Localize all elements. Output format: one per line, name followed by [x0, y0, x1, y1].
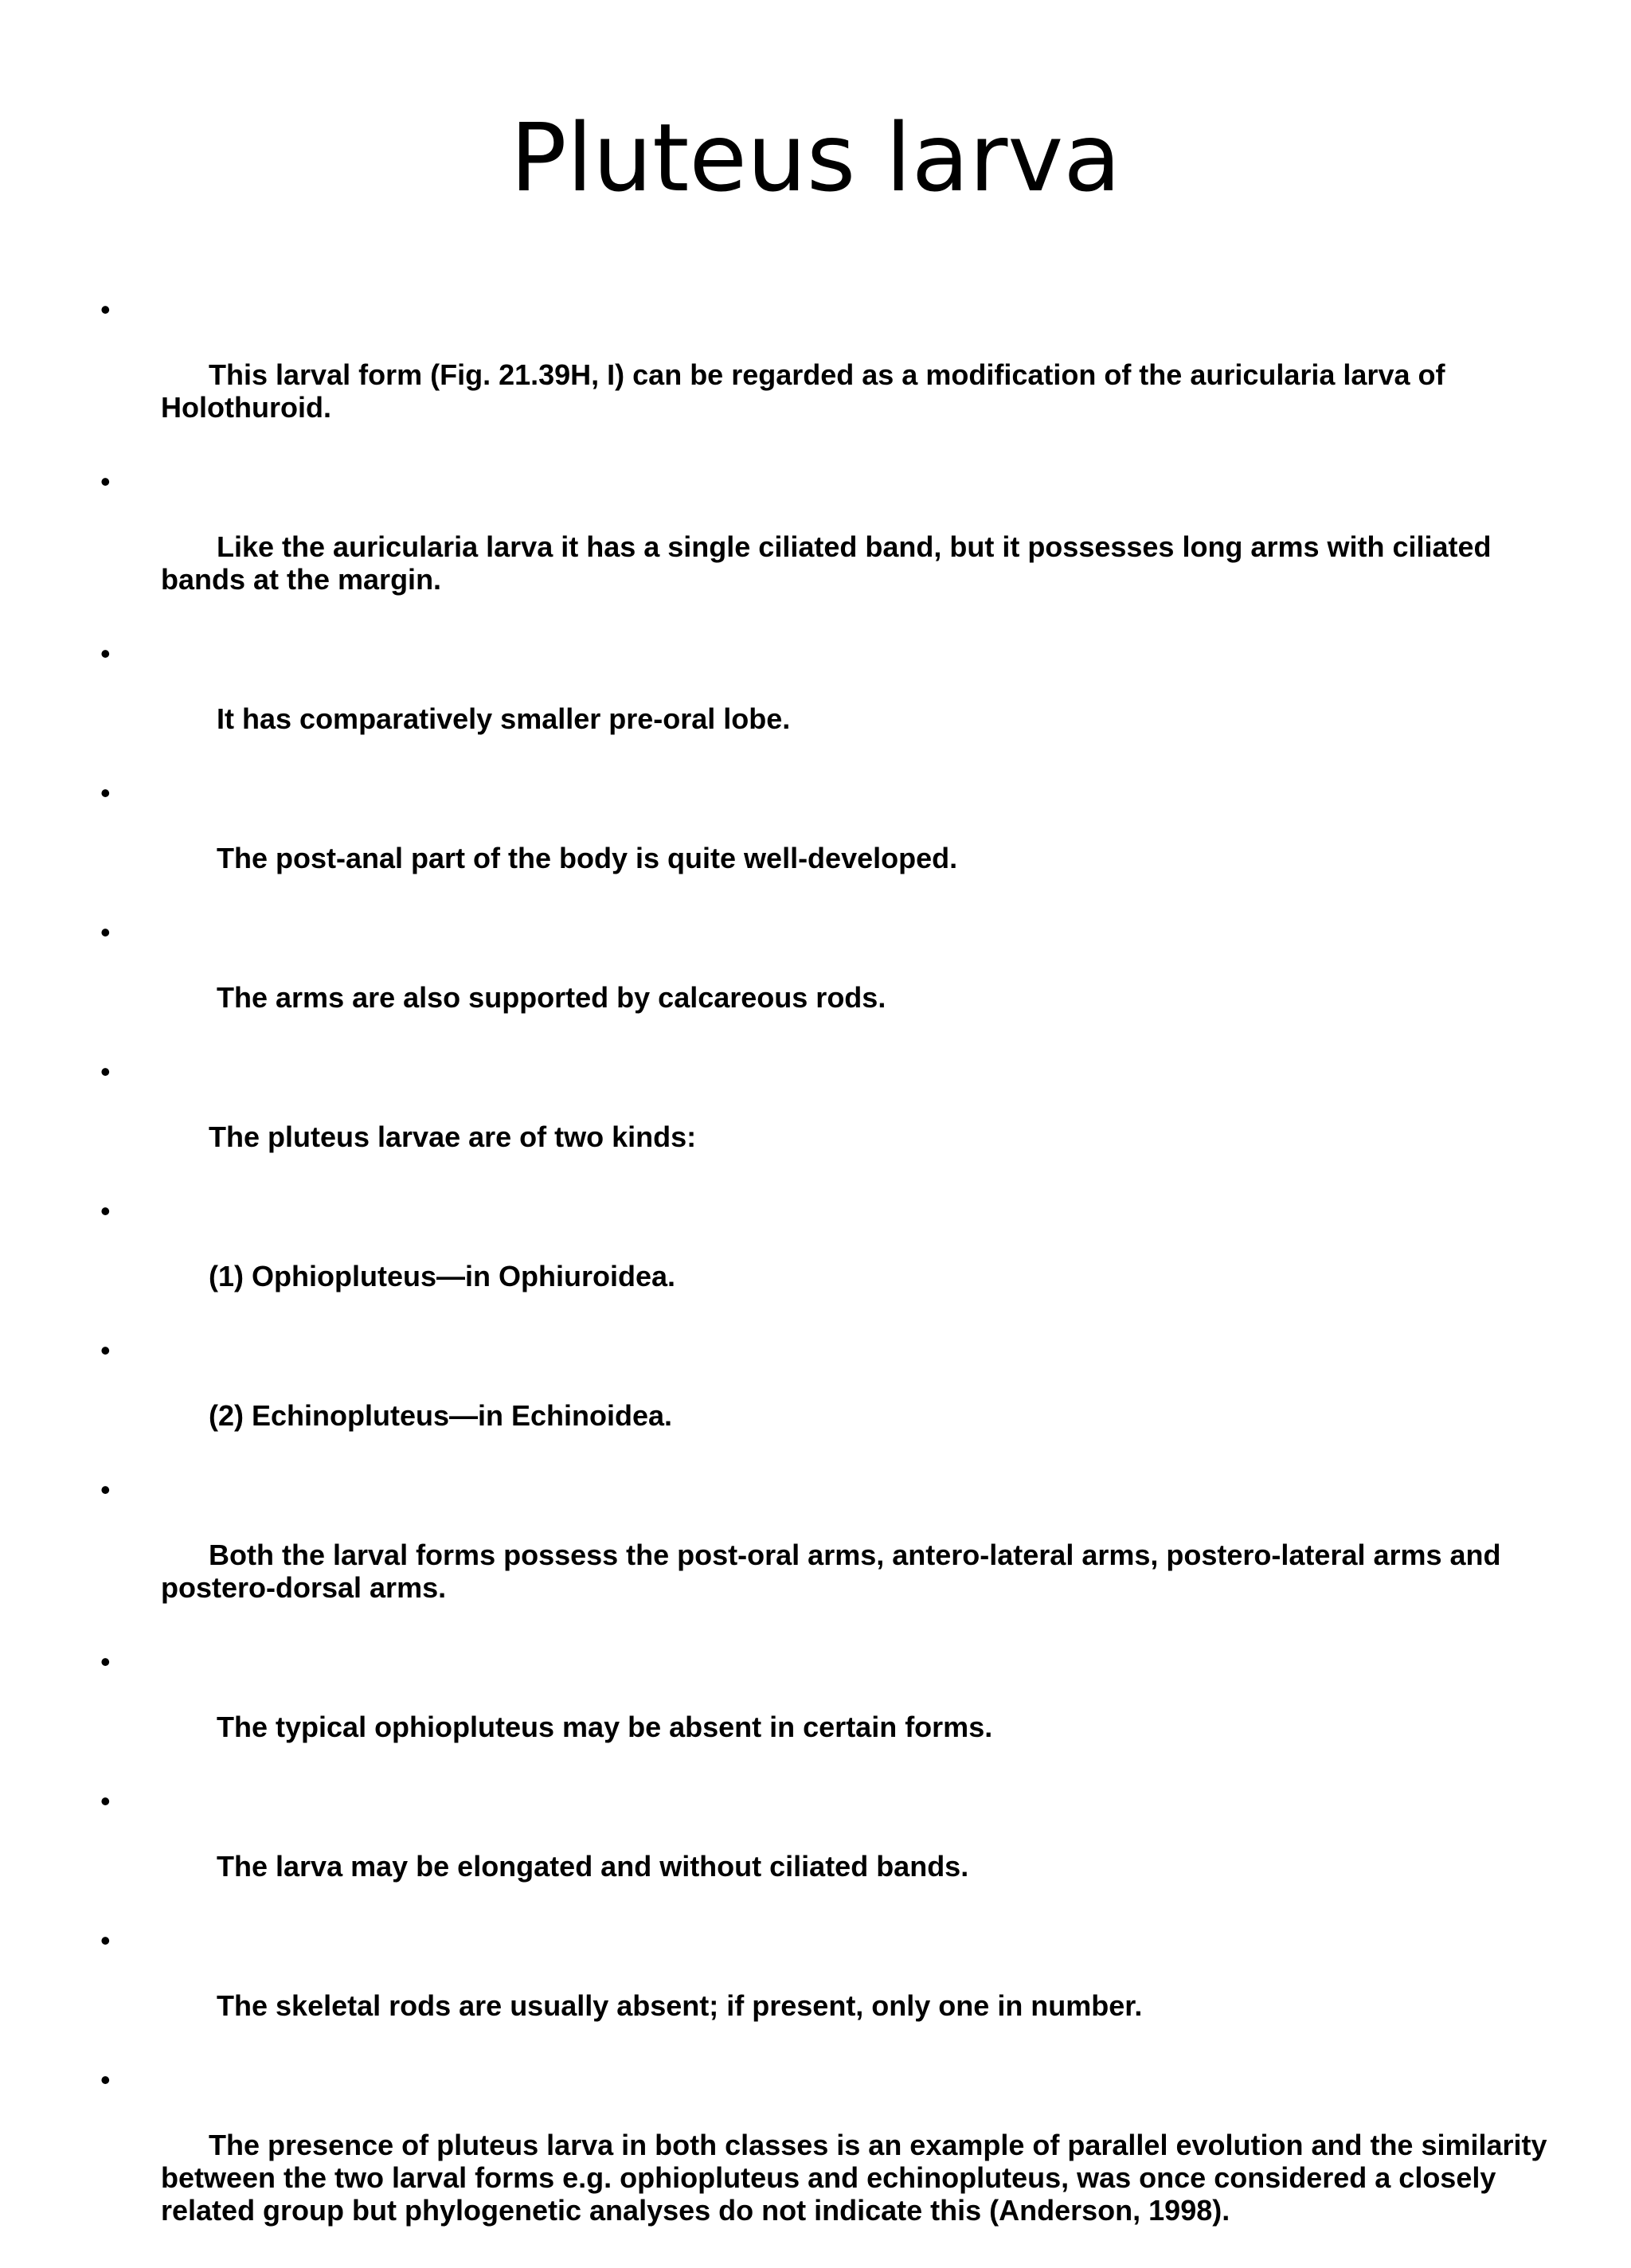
bullet-text: The typical ophiopluteus may be absent in certain forms.	[209, 1711, 993, 1743]
bullet-item	[96, 1195, 1577, 1325]
bullet-item	[96, 916, 1577, 1046]
bullet-item	[96, 1924, 1577, 2055]
bullet-dot: •	[100, 293, 111, 326]
bullet-dot: •	[100, 465, 111, 498]
bullet-dot: •	[100, 776, 111, 809]
bullet-dot: •	[100, 1334, 111, 1367]
bullet-item	[96, 293, 1577, 456]
bullet-dot: •	[100, 1924, 111, 1957]
bullet-item	[96, 776, 1577, 907]
bullet-dot: •	[100, 2063, 111, 2096]
bullet-text: It has comparatively smaller pre-oral lobe.	[209, 702, 791, 735]
slide-title: Pluteus larva	[510, 103, 1121, 213]
bullet-item	[96, 637, 1577, 768]
bullet-text: The arms are also supported by calcareous rods.	[209, 981, 886, 1014]
bullet-text: The presence of pluteus larva in both classes is an example of parallel evolution and the similarity between the two larval forms e.g. ophiopluteus and echinopluteus, was once considered a closely related group but phylogenetic analyses do not indicate this (Anderson, 1998).	[161, 2129, 1555, 2227]
bullet-text: (2) Echinopluteus—in Echinoidea.	[209, 1399, 673, 1432]
bullet-item	[96, 2063, 1577, 2259]
bullet-dot: •	[100, 916, 111, 948]
bullet-text: The skeletal rods are usually absent; if present, only one in number.	[209, 1989, 1143, 2022]
bullet-text: This larval form (Fig. 21.39H, I) can be regarded as a modification of the auricularia larva of Holothuroid.	[161, 358, 1453, 424]
bullet-dot: •	[100, 1055, 111, 1088]
bullet-item	[96, 1785, 1577, 1915]
bullet-text: The pluteus larvae are of two kinds:	[209, 1120, 697, 1153]
bullet-dot: •	[100, 1645, 111, 1678]
bullet-item	[96, 1473, 1577, 1636]
bullet-dot: •	[100, 1473, 111, 1506]
bullet-item	[96, 1645, 1577, 1776]
bullet-item	[96, 1055, 1577, 1186]
bullet-list	[96, 293, 1577, 2268]
bullet-item	[96, 465, 1577, 628]
bullet-item	[96, 1334, 1577, 1464]
bullet-text: The larva may be elongated and without ciliated bands.	[209, 1850, 969, 1883]
bullet-text: The post-anal part of the body is quite well-developed.	[209, 842, 958, 874]
bullet-text: (1) Ophiopluteus—in Ophiuroidea.	[209, 1260, 675, 1292]
bullet-dot: •	[100, 1195, 111, 1227]
bullet-text: Both the larval forms possess the post-oral arms, antero-lateral arms, postero-lateral arms and postero-dorsal arms.	[161, 1539, 1509, 1604]
bullet-text: Like the auricularia larva it has a single ciliated band, but it possesses long arms with ciliated bands at the margin.	[161, 530, 1500, 596]
bullet-dot: •	[100, 637, 111, 670]
bullet-dot: •	[100, 1785, 111, 1817]
